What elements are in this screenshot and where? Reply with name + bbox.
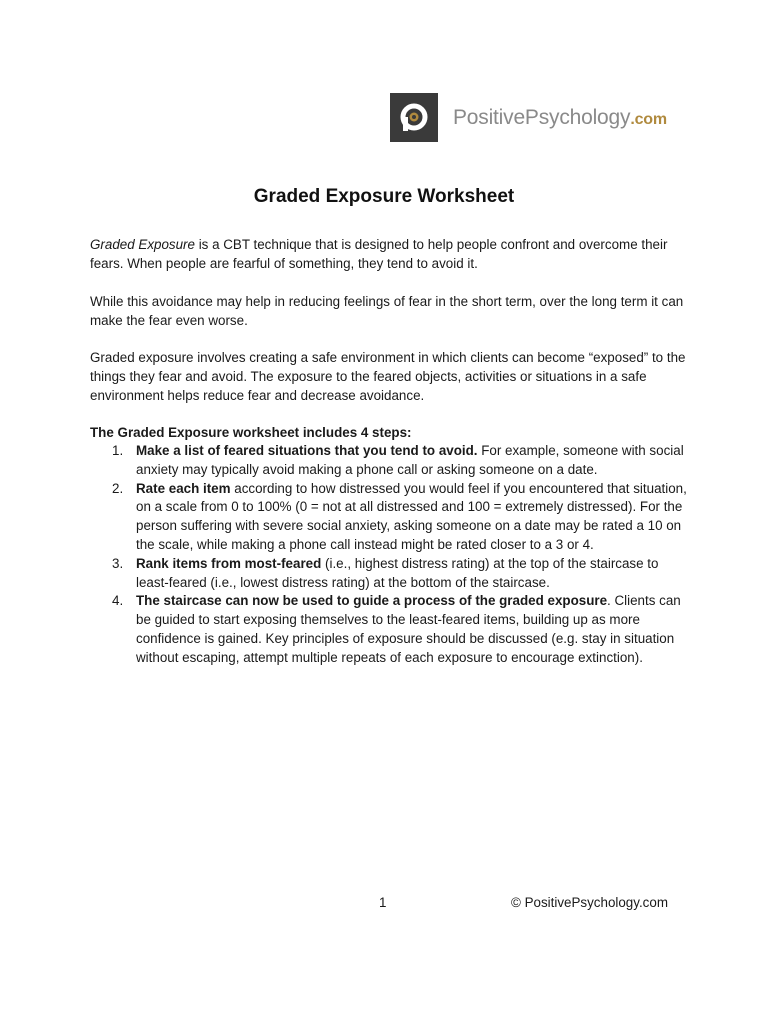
page-number: 1 bbox=[379, 895, 387, 910]
step-number: 4. bbox=[112, 593, 124, 609]
intro-paragraph-1-text: is a CBT technique that is designed to help people confront and overcome their fears. When people are fearful of something, they tend to avoid it. bbox=[90, 237, 668, 271]
step-bold-text: Rank items from most-feared bbox=[136, 555, 322, 571]
brand-logo bbox=[390, 93, 667, 142]
brand-logo-text bbox=[453, 106, 667, 130]
intro-term: Graded Exposure bbox=[90, 237, 195, 252]
step-bold-text: The staircase can now be used to guide a process of the graded exposure bbox=[136, 593, 608, 609]
step-rest-text: according to how distressed you would feel if you encountered that situation, on a scale from 0 to 100% (0 = not at all distressed and 100 = extremely distressed). For the person suffering with severe social anxiety, asking someone on a date may be rated a 10 on the scale, while making a phone call instead might be rated closer to a 3 or 4. bbox=[136, 480, 687, 552]
intro-paragraph-1 bbox=[90, 235, 690, 273]
step-bold-text: Make a list of feared situations that you tend to avoid. bbox=[136, 443, 478, 458]
intro-paragraph-2: While this avoidance may help in reducing feelings of fear in the short term, over the long term it can make the fear even worse. bbox=[90, 294, 684, 328]
step-number: 2. bbox=[112, 480, 124, 496]
step-number: 1. bbox=[112, 443, 124, 458]
page-title: Graded Exposure Worksheet bbox=[253, 186, 515, 207]
step-rest-text: . Clients can be guided to start exposing themselves to the least-feared items, building up as more confidence is gained. Key principles of exposure should be discussed (e.g. stay in situation without escaping, attempt multiple repeats of each exposure to encourage extinction). bbox=[136, 593, 681, 665]
step-item bbox=[90, 592, 690, 667]
step-text bbox=[136, 592, 690, 667]
step-rest-text: (i.e., highest distress rating) at the top of the staircase to least-feared (i.e., lowest distress rating) at the bottom of the staircase. bbox=[136, 555, 659, 590]
brand-logo-mark-icon bbox=[390, 93, 438, 142]
brand-name: PositivePsychology bbox=[453, 105, 631, 129]
step-text bbox=[136, 480, 690, 555]
step-text bbox=[136, 442, 690, 480]
step-item bbox=[90, 442, 690, 480]
intro-paragraph-3: Graded exposure involves creating a safe environment in which clients can become “exposed” to the things they fear and avoid. The exposure to the feared objects, activities or situations in a safe environment helps reduce fear and decrease avoidance. bbox=[90, 350, 686, 403]
step-text bbox=[136, 555, 690, 593]
step-number: 3. bbox=[112, 555, 124, 571]
steps-list bbox=[90, 442, 690, 668]
step-bold-text: Rate each item bbox=[136, 480, 231, 496]
footer-copyright: © PositivePsychology.com bbox=[511, 895, 668, 910]
steps-heading: The Graded Exposure worksheet includes 4 steps: bbox=[90, 425, 412, 440]
step-item bbox=[90, 555, 690, 593]
brand-tld: .com bbox=[630, 110, 667, 128]
step-item bbox=[90, 480, 690, 555]
step-rest-text: For example, someone with social anxiety may typically avoid making a phone call or asking someone on a date. bbox=[136, 443, 684, 477]
